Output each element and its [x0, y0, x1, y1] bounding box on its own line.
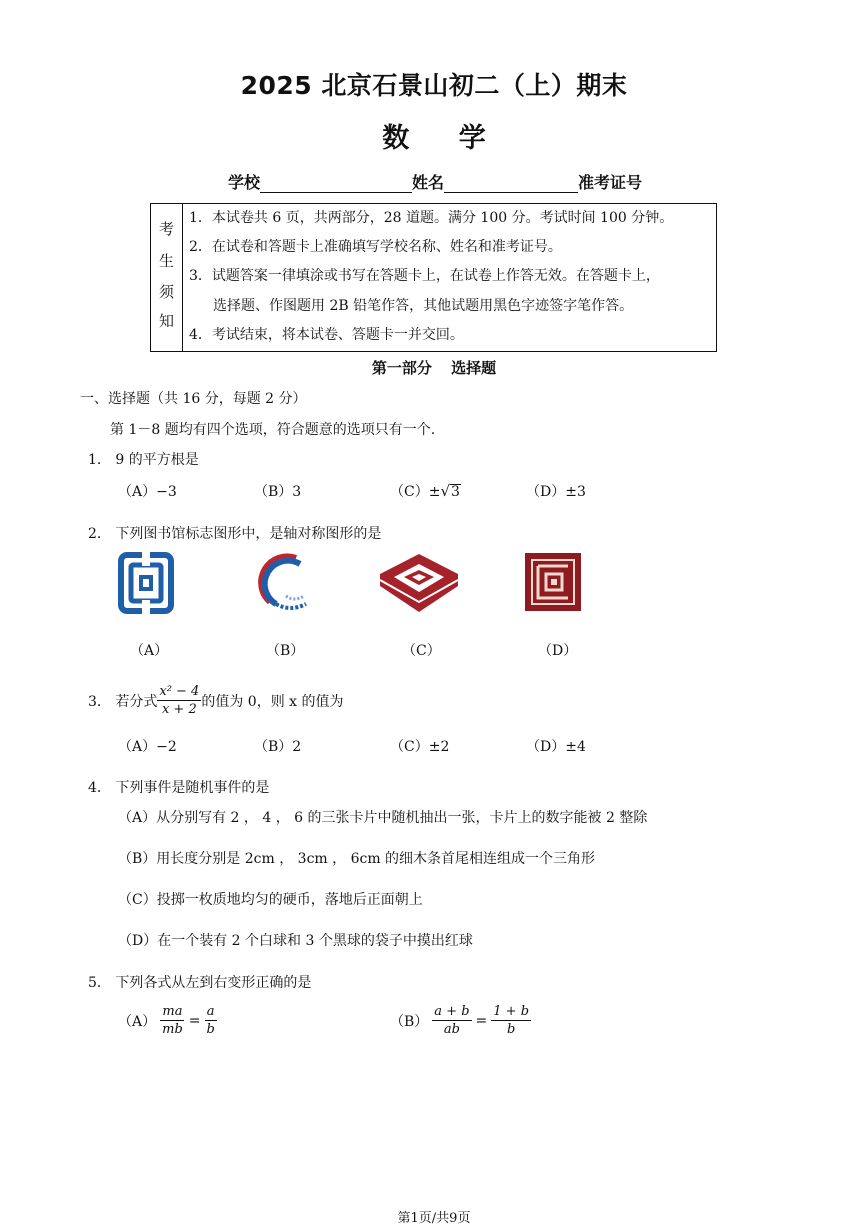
q3-fraction: $\frac{\text{x² − 4}}{x + 2}$	[159, 684, 200, 717]
q1-stem: 1． 9 的平方根是	[88, 452, 199, 468]
q3-option-c: （C）±2	[390, 739, 450, 755]
q4-option-b: （B）用长度分别是 2cm ， 3cm ， 6cm 的细木条首尾相连组成一个三角形	[118, 851, 596, 867]
notice-line: 4．考试结束，将本试卷、答题卡一并交回。	[189, 327, 464, 343]
q4-stem: 4． 下列事件是随机事件的是	[88, 780, 270, 796]
library-logo-b	[256, 550, 312, 614]
library-logo-a	[118, 552, 174, 614]
q5-stem: 5． 下列各式从左到右变形正确的是	[88, 975, 312, 991]
instruction: 第 1－8 题均有四个选项，符合题意的选项只有一个.	[110, 422, 436, 438]
school-label: 学校	[228, 173, 261, 192]
notice-line: 1．本试卷共 6 页，共两部分，28 道题。满分 100 分。考试时间 100 分钟。	[189, 210, 674, 226]
q1-option-c: （C）±√3	[390, 482, 460, 500]
school-blank	[260, 175, 412, 193]
q4-option-d: （D）在一个装有 2 个白球和 3 个黑球的袋子中摸出红球	[118, 933, 473, 949]
name-label: 姓名	[412, 173, 445, 192]
q2-label-a: （A）	[130, 643, 169, 659]
student-info-line	[228, 170, 642, 193]
q2-label-b: （B）	[266, 643, 305, 659]
part-heading: 第一部分 选择题	[371, 359, 497, 377]
subject-title: 数 学	[382, 123, 486, 154]
q2-label-d: （D）	[538, 643, 578, 659]
q1-option-d: （D）±3	[526, 484, 586, 500]
notice-line: 选择题、作图题用 2B 铅笔作答，其他试题用黑色字迹签字笔作答。	[213, 298, 634, 314]
q5-option-b: （B） $\frac{a + b}{ab}$ = $\frac{1 + b}{b}$	[390, 1004, 530, 1037]
q4-option-c: （C）投掷一枚质地均匀的硬币，落地后正面朝上	[118, 892, 423, 908]
section-title: 一、选择题（共 16 分，每题 2 分）	[80, 391, 307, 407]
q3-option-a: （A）−2	[118, 739, 177, 755]
q3-stem: 3． 若分式 $\frac{\text{x² − 4}}{x + 2}$ 的值为 0，则 x 的值为	[88, 684, 344, 717]
q5-option-a: （A） $\frac{ma}{mb}$ = $\frac{a}{b}$	[118, 1004, 215, 1037]
q2-stem: 2． 下列图书馆标志图形中，是轴对称图形的是	[88, 526, 382, 542]
notice-box	[150, 203, 717, 352]
notice-line: 3．试题答案一律填涂或书写在答题卡上，在试卷上作答无效。在答题卡上，	[189, 268, 660, 284]
q2-label-c: （C）	[402, 643, 441, 659]
q3-option-d: （D）±4	[526, 739, 586, 755]
library-logo-c	[378, 552, 460, 614]
sqrt-radicand: 3	[451, 484, 460, 500]
id-label: 准考证号	[578, 173, 643, 192]
notice-heading: 考 生 须 知	[151, 204, 183, 351]
page-footer: 第1页/共9页	[397, 1211, 471, 1226]
name-blank	[444, 175, 578, 193]
q1-option-a: （A）−3	[118, 484, 177, 500]
q4-option-a: （A）从分别写有 2 ， 4 ， 6 的三张卡片中随机抽出一张，卡片上的数字能被 2 整除	[118, 810, 648, 826]
q3-option-b: （B）2	[254, 739, 302, 755]
exam-title: 2025 北京石景山初二（上）期末	[240, 71, 628, 100]
q1-option-b: （B）3	[254, 484, 302, 500]
library-logo-d	[524, 552, 582, 612]
notice-line: 2．在试卷和答题卡上准确填写学校名称、姓名和准考证号。	[189, 239, 562, 255]
